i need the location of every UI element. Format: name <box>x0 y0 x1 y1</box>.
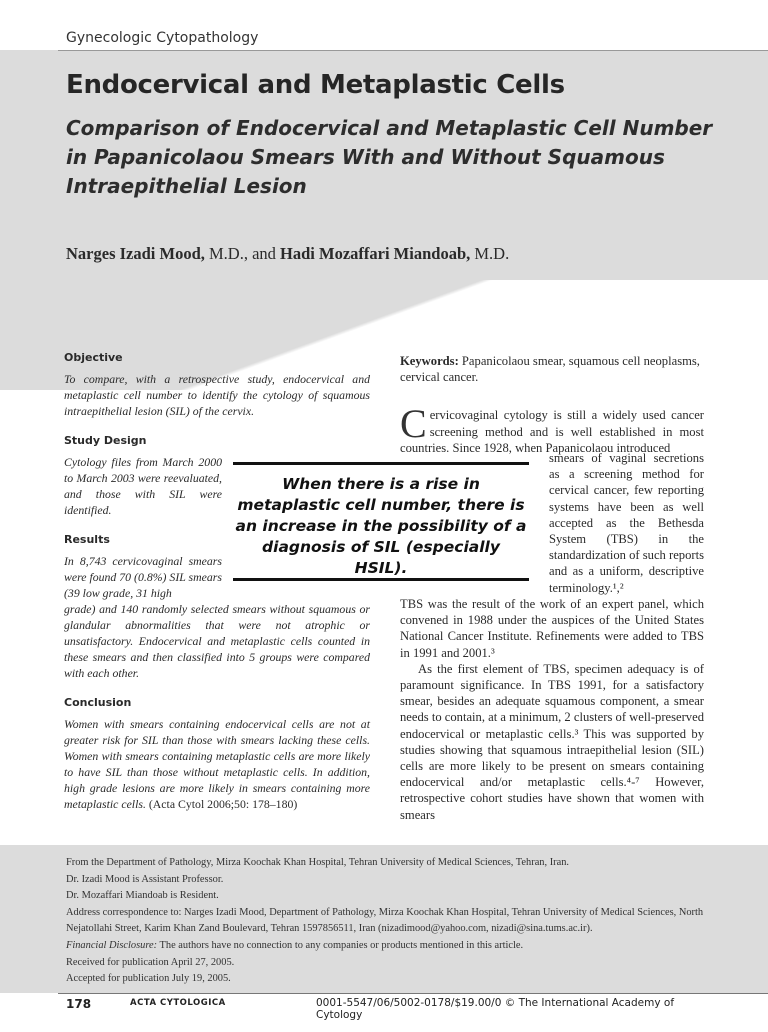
disclosure-label: Financial Disclosure: <box>66 939 158 951</box>
affiliation-author1: Dr. Izadi Mood is Assistant Professor. <box>66 873 224 885</box>
tbs-paragraph: TBS was the result of the work of an expert panel, which convened in 1988 under the auspices of the United States National Cancer Institute. Refinements were added to TBS in 1991 and 2001.³ <box>400 597 704 660</box>
accepted-date: Accepted for publication July 19, 2005. <box>66 973 231 985</box>
received-date: Received for publication April 27, 2005. <box>66 956 235 968</box>
pull-quote-bottom-rule <box>233 578 529 581</box>
keywords <box>400 353 704 385</box>
disclosure-text: The authors have no connection to any companies or products mentioned in this article. <box>159 939 524 951</box>
design-text: Cytology files from March 2000 to March 2003 were reevaluated, and those with SIL were identified. <box>64 455 222 517</box>
design-heading: Study Design <box>64 434 147 447</box>
pull-quote-top-rule <box>233 462 529 465</box>
objective-text: To compare, with a retrospective study, endocervical and metaplastic cell number to identify the cytology of squamous intraepithelial lesion (SIL) of the cervix. <box>64 372 370 418</box>
drop-cap: C <box>400 401 427 447</box>
article-title: Endocervical and Metaplastic Cells <box>66 70 565 100</box>
pull-quote <box>233 462 529 582</box>
intro-paragraph <box>400 401 704 456</box>
intro-text: ervicovaginal cytology is still a widely used cancer screening method and is well established in most countries. Since 1928, when Papanicolaou introduced <box>400 408 704 455</box>
financial-disclosure <box>66 938 706 955</box>
objective-heading: Objective <box>64 351 123 364</box>
affiliation-department: From the Department of Pathology, Mirza Koochak Khan Hospital, Tehran University of Medical Sciences, Tehran, Iran. <box>66 857 570 868</box>
pull-quote-text: When there is a rise in metaplastic cell number, there is an increase in the possibility of a diagnosis of SIL (especially HSIL). <box>235 475 527 577</box>
author2-name: Hadi Mozaffari Miandoab, <box>280 244 471 263</box>
results-text-part2: grade) and 140 randomly selected smears without squamous or glandular abnormalities that were not atrophic or unsatisfactory. Endocervical and metaplastic cells counted in these smears and then classified into 5 groups were compared with each other. <box>64 602 370 680</box>
conclusion-heading: Conclusion <box>64 696 132 709</box>
conclusion-paragraph <box>64 716 370 812</box>
author-conjunction: and <box>252 244 276 263</box>
copyright: 0001-5547/06/5002-0178/$19.00/0 © The International Academy of Cytology <box>316 997 675 1021</box>
author1-degree: M.D., <box>209 244 248 263</box>
correspondence-address: Address correspondence to: Narges Izadi Mood, Department of Pathology, Mirza Koochak Khan Hospital, Tehran University of Medical Sciences, North Nejatollahi Street, Karim Khan Zand Boulevard, Tehran 1597856511, Iran (nizadimood@yahoo.com, nizadi@sina.tums.ac.ir). <box>66 906 704 935</box>
abstract <box>64 350 370 826</box>
body-column-bottom <box>400 596 704 823</box>
results-text-part1: In 8,743 cervicovaginal smears were found 70 (0.8%) SIL smears (39 low grade, 31 high <box>64 554 222 600</box>
affiliation-author2: Dr. Mozaffari Miandoab is Resident. <box>66 890 219 902</box>
author1-name: Narges Izadi Mood, <box>66 244 205 263</box>
affiliations <box>66 855 706 988</box>
intro-continued: smears of vaginal secretions as a screening method for cervical cancer, few reporting systems have been as well accepted as the Bethesda System (TBS) in the standardization of such reports and as a uniform, descriptive terminology.¹,² <box>549 451 704 595</box>
top-rule <box>58 50 768 51</box>
bottom-rule <box>58 993 768 994</box>
page-number: 178 <box>66 997 92 1011</box>
keywords-label: Keywords: <box>400 354 459 368</box>
citation: (Acta Cytol 2006;50: 178–180) <box>148 797 298 811</box>
adequacy-paragraph: As the first element of TBS, specimen adequacy is of paramount significance. In TBS 1991, for a satisfactory smear, besides an adequate squamous component, a smear needs to contain, at a minimum, 2 clusters of well-preserved endocervical or metaplastic cells.³ This was supported by studies showing that squamous intraepithelial lesion (SIL) cells are more likely to be present on smears containing endocervical and/or metaplastic cells.⁴-⁷ However, retrospective cohort studies have shown that women with smears <box>400 661 704 822</box>
article-subtitle: Comparison of Endocervical and Metaplastic Cell Number in Papanicolaou Smears With and Without Squamous Intraepithelial Lesion <box>66 116 713 198</box>
running-head: Gynecologic Cytopathology <box>66 30 259 46</box>
body-column-top <box>400 353 704 456</box>
keywords-text: Papanicolaou smear, squamous cell neoplasms, cervical cancer. <box>400 354 700 385</box>
results-heading: Results <box>64 533 110 546</box>
author2-degree: M.D. <box>474 244 510 263</box>
page-footer <box>66 997 706 1021</box>
conclusion-text: Women with smears containing endocervical cells are not at greater risk for SIL than those with smears lacking these cells. Women with smears containing metaplastic cells are more likely to have SIL than those without metaplastic cells. In addition, high grade lesions are more likely in smears containing more metaplastic cells. <box>64 717 370 811</box>
author-line <box>66 244 509 264</box>
journal-name: ACTA CYTOLOGICA <box>130 998 226 1008</box>
